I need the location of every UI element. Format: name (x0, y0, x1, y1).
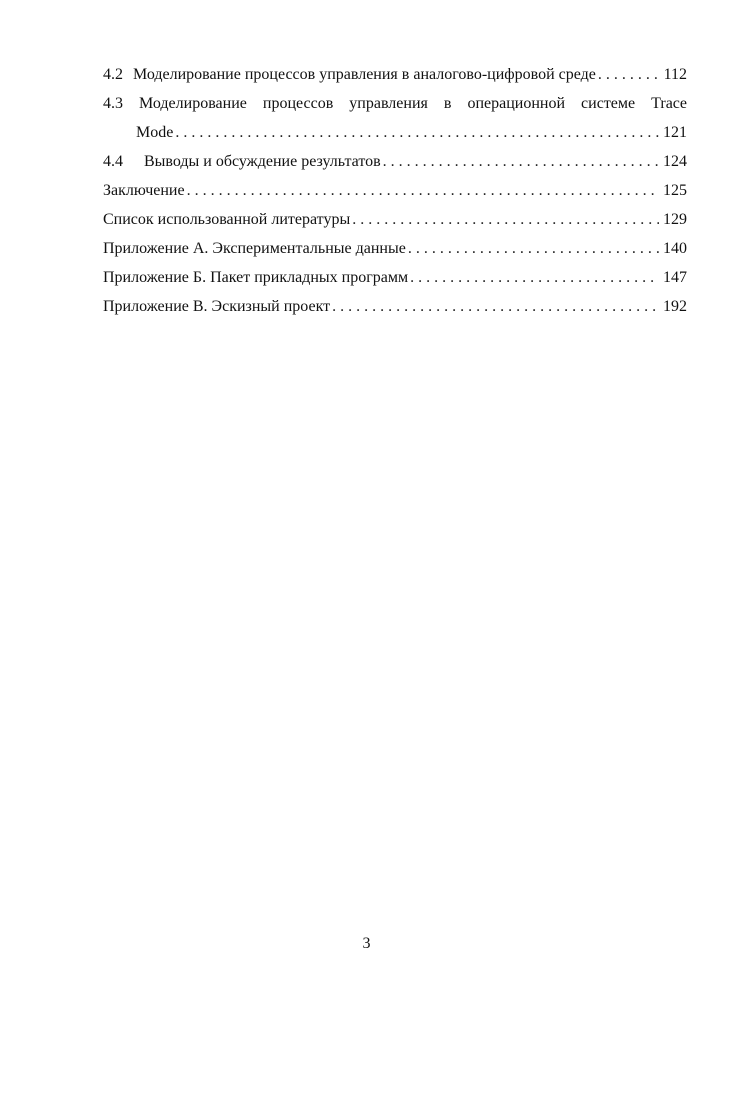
toc-entry-title: Заключение (103, 182, 185, 199)
toc-entry-page: 124 (663, 153, 687, 170)
page-number: 3 (362, 935, 371, 952)
toc-entry-appendix-v (103, 292, 687, 321)
toc-entry-page: 129 (663, 211, 687, 228)
toc-entry-page: 112 (663, 66, 687, 83)
toc-entry-appendix-a (103, 234, 687, 263)
toc-leader-dots (332, 292, 659, 321)
toc-entry-4-2 (103, 60, 687, 89)
toc-leader-dots (187, 176, 659, 205)
toc-entry-title: Приложение В. Эскизный проект (103, 298, 331, 315)
toc-entry-number: 4.2 (103, 66, 123, 83)
toc-entry-page: 125 (663, 182, 687, 199)
toc-entry-number: 4.4 (103, 153, 123, 170)
toc-entry-title: Список использованной литературы (103, 211, 351, 228)
toc-entry-references (103, 205, 687, 234)
toc-entry-title-continued: Mode (136, 124, 174, 141)
toc-entry-page: 192 (663, 298, 687, 315)
toc-leader-dots (175, 118, 659, 147)
toc-entry-title: Приложение Б. Пакет прикладных программ (103, 269, 409, 286)
toc-entry-page: 140 (663, 240, 687, 257)
toc-entry-title: Приложение А. Экспериментальные данные (103, 240, 406, 257)
toc-leader-dots (383, 147, 659, 176)
toc-leader-dots (352, 205, 659, 234)
toc-leader-dots (410, 263, 659, 292)
table-of-contents (103, 60, 687, 321)
toc-entry-number: 4.3 (103, 95, 123, 112)
toc-entry-4-3-line1 (103, 89, 687, 118)
toc-entry-title: Выводы и обсуждение результатов (144, 153, 381, 170)
toc-leader-dots (408, 234, 659, 263)
toc-entry-page: 121 (663, 124, 687, 141)
toc-entry-conclusion (103, 176, 687, 205)
toc-entry-appendix-b (103, 263, 687, 292)
toc-entry-page: 147 (663, 269, 687, 286)
toc-entry-title: Моделирование процессов управления в аналогово-цифровой среде (133, 66, 596, 83)
toc-leader-dots (598, 60, 660, 89)
toc-entry-4-3-line2 (103, 118, 687, 147)
toc-entry-title: Моделирование процессов управления в операционной системе Trace (139, 95, 688, 112)
toc-entry-4-4 (103, 147, 687, 176)
